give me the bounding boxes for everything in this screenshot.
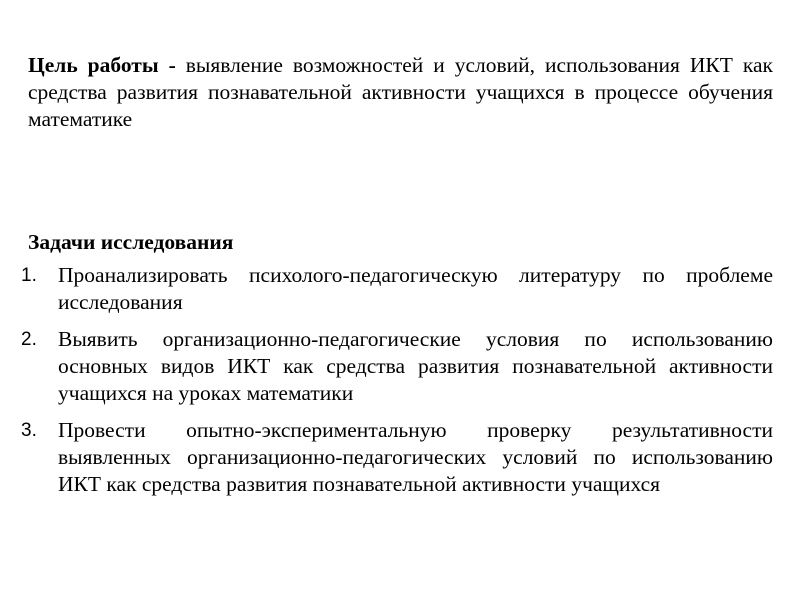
tasks-title: Задачи исследования — [28, 230, 234, 254]
tasks-section — [21, 229, 773, 508]
task-number-1: 1. — [21, 265, 37, 286]
task-text-2: Выявить организационно-педагогические условия по использованию основных видов ИКТ как средства развития познавательной активности учащихся на уроках математики — [58, 327, 773, 405]
goal-label: Цель работы - — [28, 53, 176, 77]
task-list — [21, 262, 773, 498]
task-text-3: Провести опытно-экспериментальную проверку результативности выявленных организационно-педагогических условий по использованию ИКТ как средства развития познавательной активности учащихся — [58, 418, 773, 496]
task-item-3 — [21, 417, 773, 498]
task-number-2: 2. — [21, 329, 37, 350]
task-item-1 — [21, 262, 773, 316]
goal-paragraph — [28, 52, 773, 133]
task-item-2 — [21, 326, 773, 407]
goal-text: выявление возможностей и условий, использования ИКТ как средства развития познавательной активности учащихся в процессе обучения математике — [28, 53, 773, 131]
task-number-3: 3. — [21, 420, 37, 441]
task-text-1: Проанализировать психолого-педагогическую литературу по проблеме исследования — [58, 263, 773, 314]
